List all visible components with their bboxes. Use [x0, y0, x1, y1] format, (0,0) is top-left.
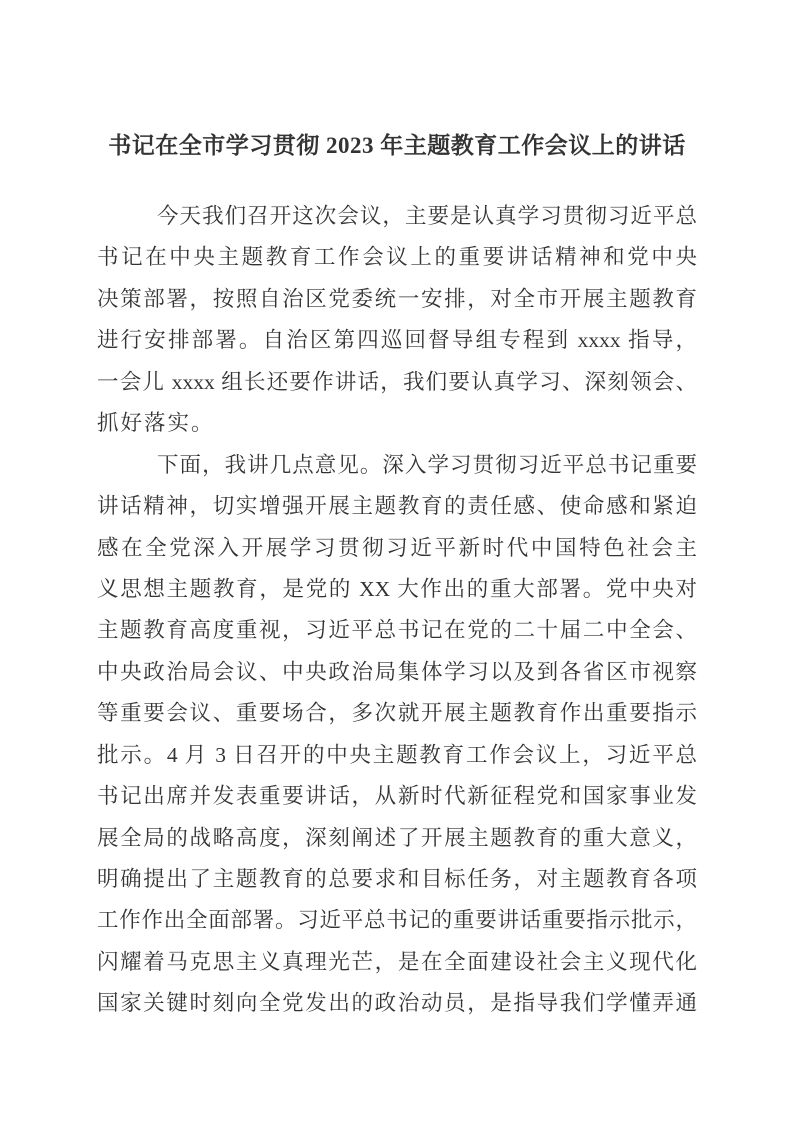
text-line: 今天我们召开这次会议，主要是认真学习贯彻习近平总 — [157, 204, 697, 228]
text-line: 等重要会议、重要场合，多次就开展主题教育作出重要指示 — [97, 701, 697, 726]
text-line: 下面，我讲几点意见。深入学习贯彻习近平总书记重要 — [157, 452, 697, 477]
text-line: 闪耀着马克思主义真理光芒，是在全面建设社会主义现代化 — [97, 949, 697, 974]
text-line: 决策部署，按照自治区党委统一安排，对全市开展主题教育 — [97, 286, 697, 311]
text-line: 进行安排部署。自治区第四巡回督导组专程到 xxxx 指导， — [97, 328, 697, 353]
text-line: 国家关键时刻向全党发出的政治动员，是指导我们学懂弄通 — [97, 991, 697, 1016]
document-title: 书记在全市学习贯彻 2023 年主题教育工作会议上的讲话 — [108, 133, 686, 158]
text-line: 义思想主题教育，是党的 XX 大作出的重大部署。党中央对 — [97, 576, 697, 601]
text-line: 讲话精神，切实增强开展主题教育的责任感、使命感和紧迫 — [97, 494, 697, 519]
text-line: 抓好落实。 — [97, 411, 215, 436]
text-line: 主题教育高度重视，习近平总书记在党的二十届二中全会、 — [97, 618, 697, 643]
paragraph-2 — [97, 445, 697, 1025]
text-line: 书记在中央主题教育工作会议上的重要讲话精神和党中央 — [97, 245, 697, 270]
text-line: 工作作出全面部署。习近平总书记的重要讲话重要指示批示， — [97, 908, 697, 933]
paragraph-1 — [97, 196, 697, 445]
text-line: 感在全党深入开展学习贯彻习近平新时代中国特色社会主 — [97, 535, 697, 560]
text-line: 批示。4 月 3 日召开的中央主题教育工作会议上，习近平总 — [97, 742, 697, 767]
text-line: 书记出席并发表重要讲话，从新时代新征程党和国家事业发 — [97, 784, 697, 809]
text-line: 一会儿 xxxx 组长还要作讲话，我们要认真学习、深刻领会、 — [97, 369, 697, 394]
text-line: 中央政治局会议、中央政治局集体学习以及到各省区市视察 — [97, 659, 697, 684]
text-line: 明确提出了主题教育的总要求和目标任务，对主题教育各项 — [97, 867, 697, 891]
text-line: 展全局的战略高度，深刻阐述了开展主题教育的重大意义， — [97, 825, 697, 850]
document-body — [97, 196, 697, 1025]
